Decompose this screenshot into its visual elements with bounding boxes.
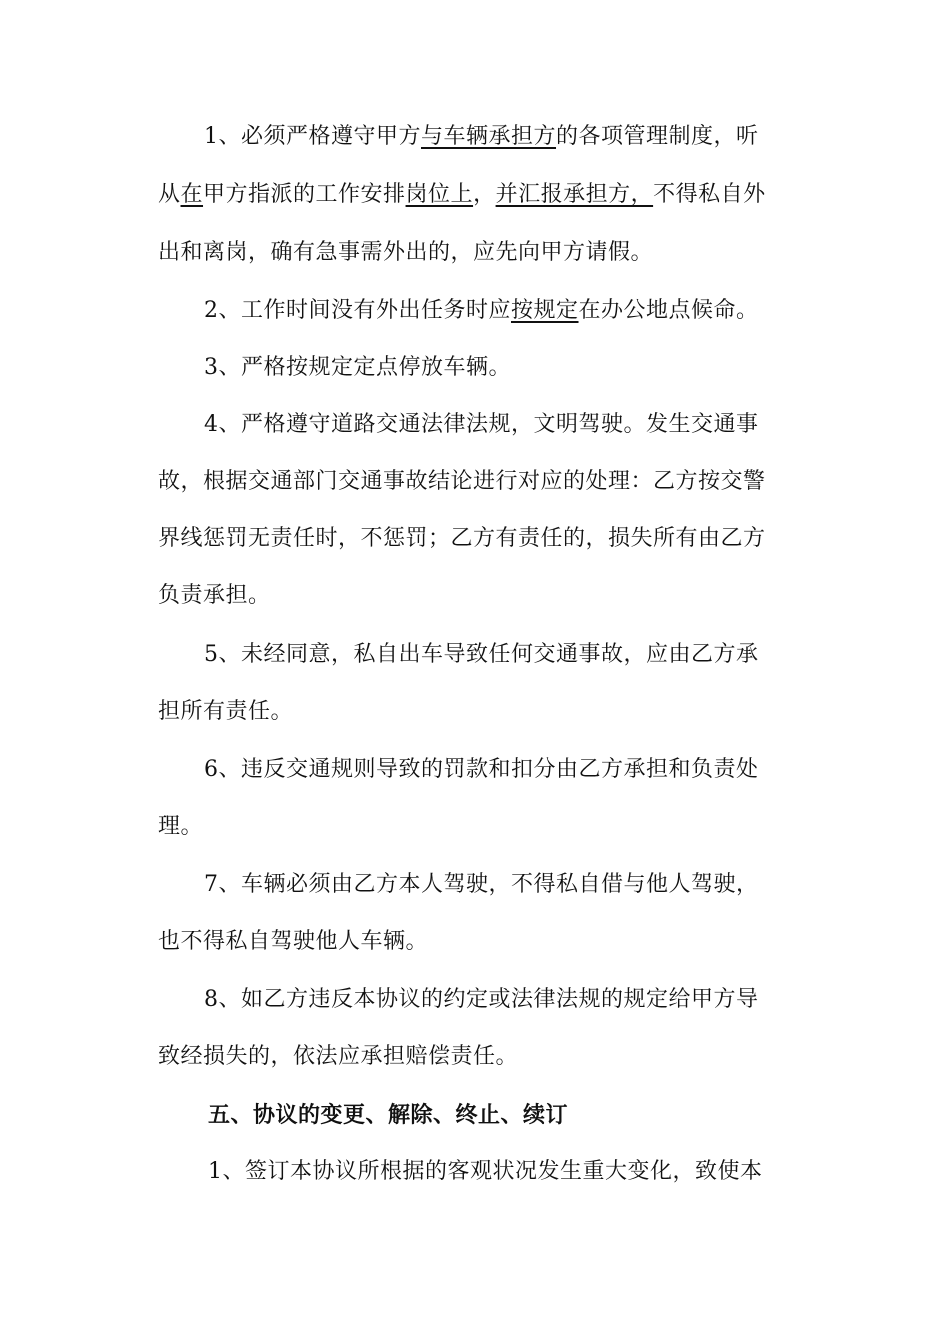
underlined-text: 岗位上 bbox=[405, 182, 474, 207]
text-run: 不得私自外 bbox=[653, 182, 766, 207]
clause-8-line-1: 8、如乙方违反本协议的约定或法律法规的规定给甲方导 bbox=[204, 987, 759, 1012]
section-5-heading: 五、协议的变更、解除、终止、续订 bbox=[208, 1102, 569, 1128]
clause-4-line-4: 负责承担。 bbox=[158, 583, 271, 608]
underlined-text: 与车辆承担方 bbox=[421, 124, 557, 149]
text-run: 从 bbox=[158, 182, 181, 207]
clause-1-line-1 bbox=[204, 122, 759, 152]
clause-1-line-3: 出和离岗，确有急事需外出的，应先向甲方请假。 bbox=[158, 240, 654, 265]
underlined-text: 在 bbox=[180, 182, 204, 207]
section-5-clause-1-line-1: 1、签订本协议所根据的客观状况发生重大变化，致使本 bbox=[208, 1159, 763, 1184]
text-run: ， bbox=[473, 182, 496, 207]
clause-5-line-2: 担所有责任。 bbox=[158, 699, 294, 724]
clause-7-line-1: 7、车辆必须由乙方本人驾驶，不得私自借与他人驾驶， bbox=[204, 872, 759, 897]
clause-3: 3、严格按规定定点停放车辆。 bbox=[204, 355, 511, 380]
text-run: 在办公地点候命。 bbox=[578, 298, 759, 323]
clause-8-line-2: 致经损失的，依法应承担赔偿责任。 bbox=[158, 1044, 519, 1069]
text-run: 2、工作时间没有外出任务时应 bbox=[204, 298, 511, 323]
clause-5-line-1: 5、未经同意，私自出车导致任何交通事故，应由乙方承 bbox=[204, 642, 759, 667]
text-run: 1、必须严格遵守甲方 bbox=[204, 124, 421, 149]
text-run: 甲方指派的工作安排 bbox=[203, 182, 406, 207]
underlined-text: 按规定 bbox=[511, 298, 579, 323]
clause-1-line-2 bbox=[158, 180, 766, 210]
clause-4-line-2: 故，根据交通部门交通事故结论进行对应的处理：乙方按交警 bbox=[158, 469, 766, 494]
underlined-text: 并汇报承担方， bbox=[495, 182, 654, 207]
clause-6-line-2: 理。 bbox=[158, 814, 204, 839]
text-run: 的各项管理制度，听 bbox=[556, 124, 759, 149]
clause-4-line-1: 4、严格遵守道路交通法律法规，文明驾驶。发生交通事 bbox=[204, 412, 759, 437]
clause-4-line-3: 界线惩罚无责任时，不惩罚；乙方有责任的，损失所有由乙方 bbox=[158, 526, 766, 551]
clause-6-line-1: 6、违反交通规则导致的罚款和扣分由乙方承担和负责处 bbox=[204, 757, 759, 782]
clause-2 bbox=[204, 296, 759, 326]
clause-7-line-2: 也不得私自驾驶他人车辆。 bbox=[158, 929, 429, 954]
